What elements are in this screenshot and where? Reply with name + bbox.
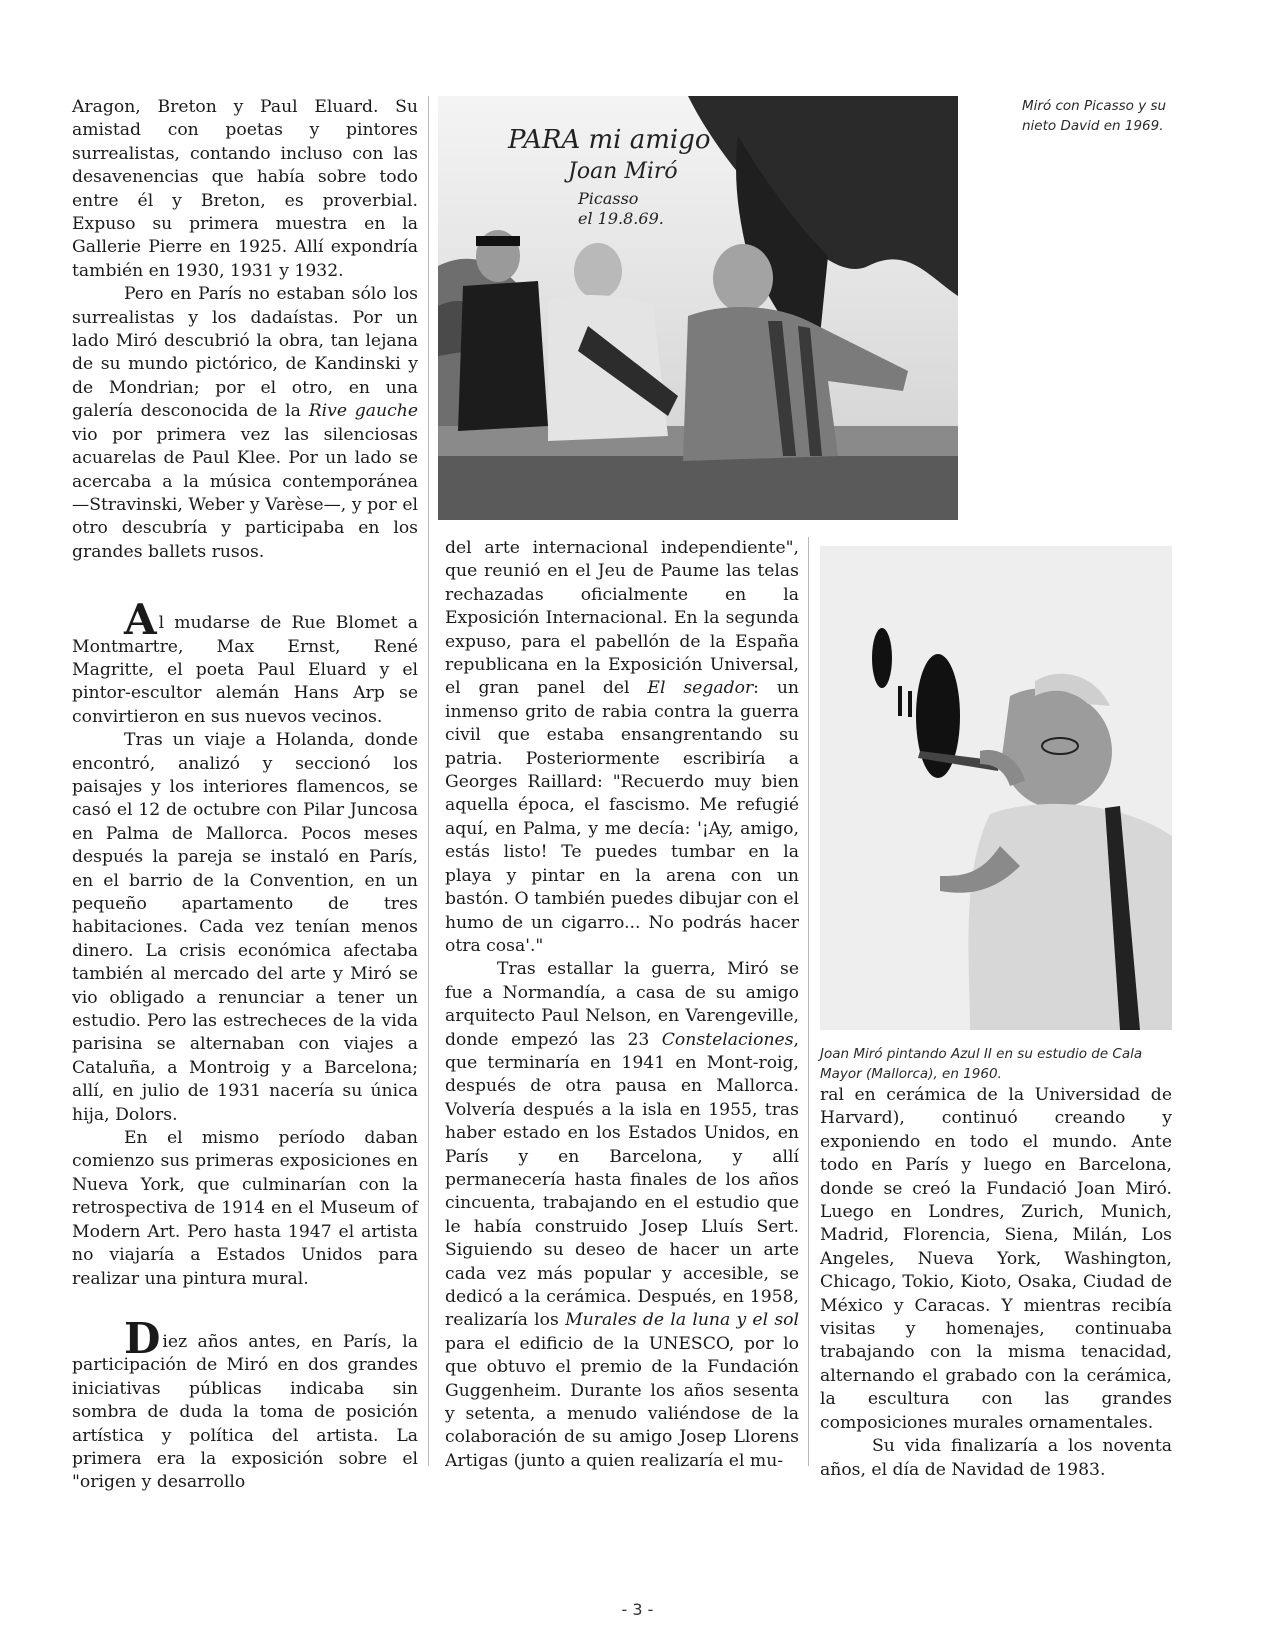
column-rule <box>808 537 809 1466</box>
paragraph: del arte internacional independiente", que reunió en el Jeu de Paume las telas rechazadas oficialmente en la Exposición Internacional. En la segunda expuso, para el pabellón de la España republicana en la Exposición Universal, el gran panel del El segador: un inmenso grito de rabia contra la guerra civil que estaba ensangrentando su patria. Posteriormente escribiría a Georges Raillard: "Recuerdo muy bien aquella época, el fascismo. Me refugié aquí, en Palma, y me decía: '¡Ay, amigo, estás listo! Te puedes tumbar en la playa y pintar en la arena con un bastón. O también puedes dibujar con el humo de un cigarro... No podrás hacer otra cosa'." <box>445 538 799 956</box>
inscription-line: Picasso <box>578 189 639 208</box>
text-column-3 <box>820 1084 1172 1482</box>
photo-miro-painting <box>820 546 1172 1030</box>
paragraph: ral en cerámica de la Universidad de Harvard), continuó creando y exponiendo en todo el mundo. Ante todo en París y luego en Barcelona, donde se creó la Fundació Joan Miró. Luego en Londres, Zurich, Munich, Madrid, Florencia, Siena, Milán, Los Angeles, Nueva York, Washington, Chicago, Tokio, Kioto, Osaka, Ciudad de México y Caracas. Y mientras recibía visitas y homenajes, continuaba trabajando con la misma tenacidad, alternando el grabado con la cerámica, la escultura con las grandes composiciones murales ornamentales. <box>820 1085 1172 1433</box>
paragraph: Pero en París no estaban sólo los surrealistas y los dadaístas. Por un lado Miró descubrió la obra, tan lejana de su mundo pictórico, de Kandinski y de Mondrian; por el otro, en una galería desconocida de la Rive gauche vio por primera vez las silenciosas acuarelas de Paul Klee. Por un lado se acercaba a la música contemporánea —Stravinski, Weber y Varèse—, y por el otro descubría y participaba en los grandes ballets rusos. <box>72 284 418 562</box>
paragraph: Tras un viaje a Holanda, donde encontró, analizó y seccionó los paisajes y los interiores flamencos, se casó el 12 de octubre con Pilar Juncosa en Palma de Mallorca. Pocos meses después la pareja se instaló en París, en el barrio de la Convention, en un pequeño apartamento de tres habitaciones. Cada vez tenían menos dinero. La crisis económica afectaba también al mercado del arte y Miró se vio obligado a renunciar a tener un estudio. Pero las estrecheces de la vida parisina se alternaban con viajes a Cataluña, a Montroig y a Barcelona; allí, en julio de 1931 nacería su única hija, Dolors. <box>72 730 418 1125</box>
drop-cap: A <box>124 595 157 645</box>
text-column-1 <box>72 96 418 1495</box>
photo-caption: Miró con Picasso y su nieto David en 1969. <box>1022 98 1167 134</box>
paragraph-drop-cap: Al mudarse de Rue Blomet a Montmartre, Max Ernst, René Magritte, el poeta Paul Eluard y el pintor-escultor alemán Hans Arp se convirtieron en sus nuevos vecinos. <box>72 595 418 727</box>
text-column-2 <box>445 537 799 1473</box>
photo-miro-picasso <box>438 96 958 520</box>
inscription-line: PARA mi amigo <box>508 125 711 155</box>
paragraph: Aragon, Breton y Paul Eluard. Su amistad con poetas y pintores surrealistas, contando incluso con las desavenencias que había sobre todo entre él y Breton, es proverbial. Expuso su primera muestra en la Gallerie Pierre en 1925. Allí expondría también en 1930, 1931 y 1932. <box>72 97 418 281</box>
page-number: - 3 - <box>621 1600 654 1619</box>
column-rule <box>428 96 429 1466</box>
paragraph-drop-cap: Diez años antes, en París, la participación de Miró en dos grandes iniciativas públicas indicaba sin sombra de duda la toma de posición artística y política del artista. La primera era la exposición sobre el "origen y desarrollo <box>72 1313 418 1493</box>
photo-caption: Joan Miró pintando Azul II en su estudio de Cala Mayor (Mallorca), en 1960. <box>820 1046 1143 1082</box>
inscription-line: Joan Miró <box>568 159 678 184</box>
drop-cap: D <box>124 1313 161 1363</box>
paragraph: En el mismo período daban comienzo sus primeras exposiciones en Nueva York, que culminarían con la retrospectiva de 1914 en el Museum of Modern Art. Pero hasta 1947 el artista no viajaría a Estados Unidos para realizar una pintura mural. <box>72 1128 418 1289</box>
inscription-line: el 19.8.69. <box>578 209 664 228</box>
paragraph: Su vida finalizaría a los noventa años, el día de Navidad de 1983. <box>820 1436 1172 1480</box>
paragraph: Tras estallar la guerra, Miró se fue a Normandía, a casa de su amigo arquitecto Paul Nelson, en Varengeville, donde empezó las 23 Constelaciones, que terminaría en 1941 en Mont-roig, después de otra pausa en Mallorca. Volvería después a la isla en 1955, tras haber estado en los Estados Unidos, en París y en Barcelona, y allí permanecería hasta finales de los años cincuenta, trabajando en el estudio que le había construido Josep Lluís Sert. Siguiendo su deseo de hacer un arte cada vez más popular y accesible, se dedicó a la cerámica. Después, en 1958, realizaría los Murales de la luna y el sol para el edificio de la UNESCO, por lo que obtuvo el premio de la Fundación Guggenheim. Durante los años sesenta y setenta, a menudo valiéndose de la colaboración de su amigo Josep Llorens Artigas (junto a quien realizaría el mu- <box>445 959 800 1471</box>
